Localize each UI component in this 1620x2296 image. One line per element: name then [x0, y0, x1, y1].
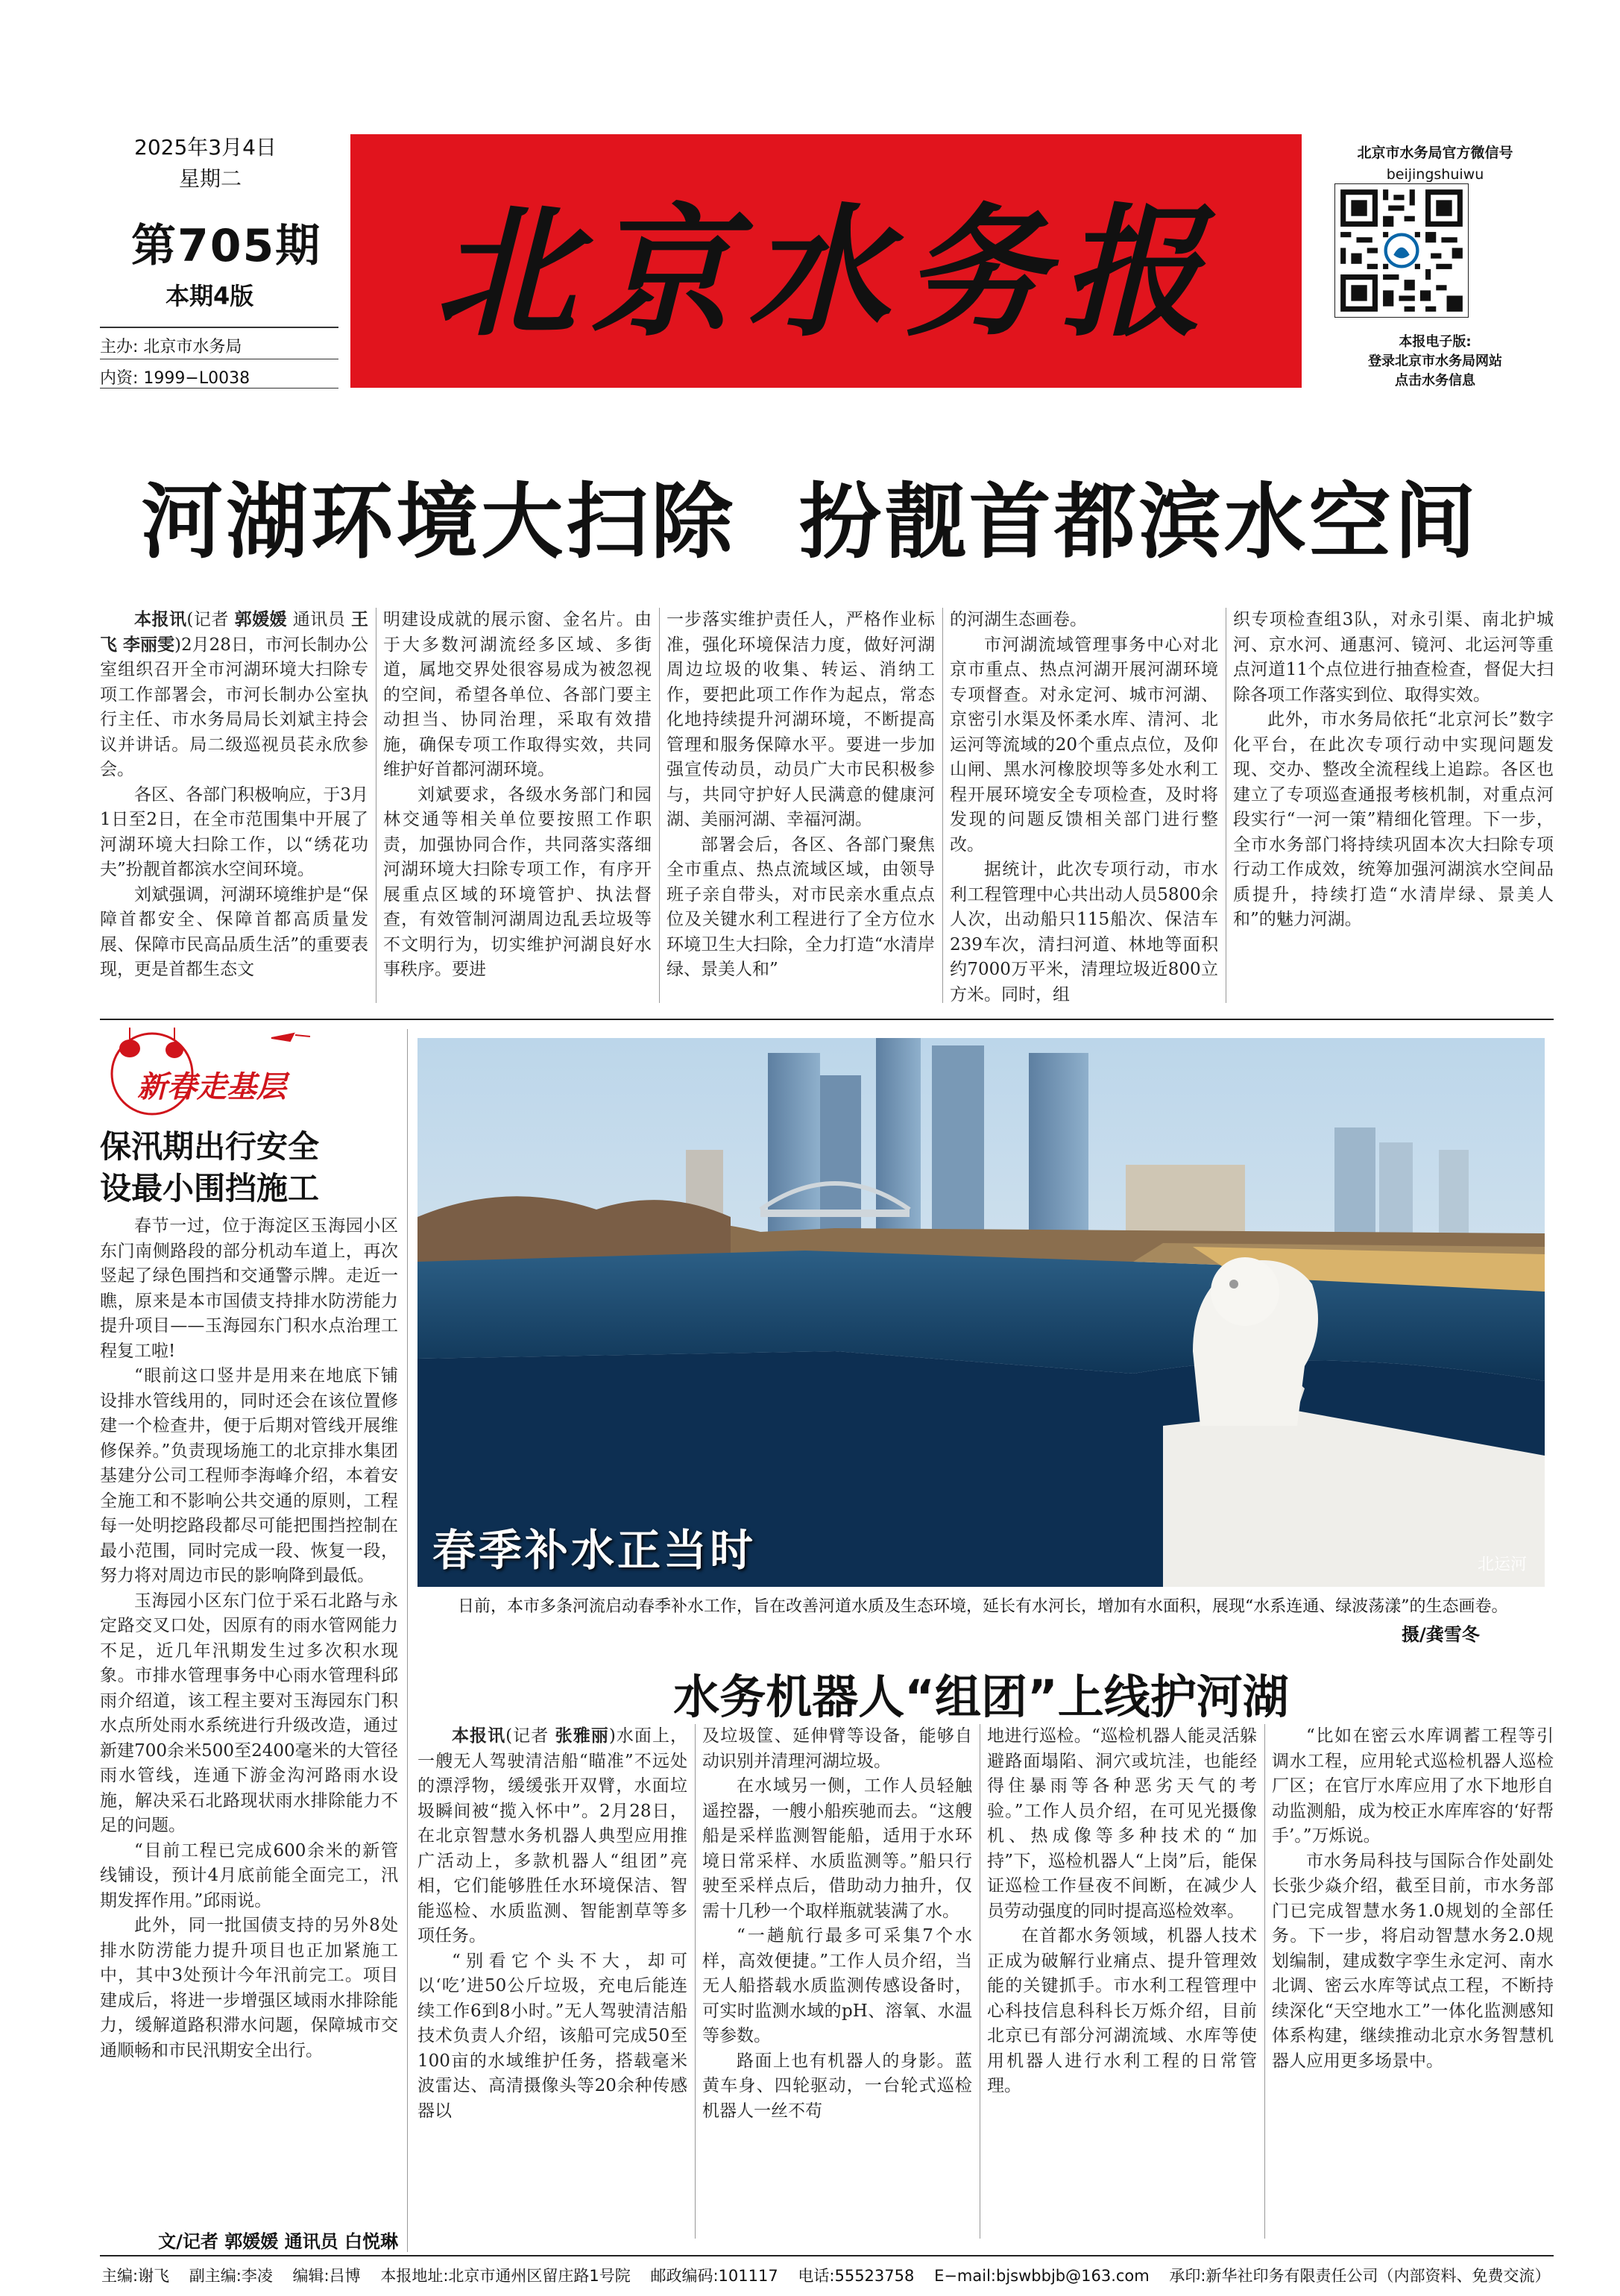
photo-credit: 摄/龚雪冬: [1402, 1624, 1480, 1645]
robot-column: [987, 1724, 1257, 2099]
text-run: )水面上，一艘无人驾驶清洁船“瞄准”不远处的漂浮物，缓缓张开双臂，水面垃圾瞬间被“揽入怀中”。2月28日，在北京智慧水务机器人典型应用推广活动上，多款机器人“组团”亮相，它们能够胜任水环境保洁、智能巡检、水质监测、智能割草等多项任务。: [417, 1726, 687, 1946]
grassroots-article: [100, 1214, 398, 2063]
robot-column: [417, 1724, 687, 2124]
grassroots-byline: 文/记者 郭媛媛 通讯员 白悦琳: [158, 2231, 398, 2252]
caption-text: 日前，本市多条河流启动春季补水工作，旨在改善河道水质及生态环境，延长有水河长，增加有水面积，展现“水系连通、绿波荡漾”的生态画卷。: [458, 1597, 1508, 1616]
robot-paragraph: [702, 1724, 972, 1774]
text-run: )2月28日，市河长制办公室组织召开全市河湖环境大扫除专项工作部署会，市河长制办公室执行主任、市水务局局长刘斌主持会议并讲话。局二级巡视员苌永欣参会。: [100, 635, 368, 779]
text-run: 部署会后，各区、各部门聚焦全市重点、热点流域区域，由领导班子亲自带头，对市民亲水重点点位及关键水利工程进行了全方位水环境卫生大扫除，全力打造“水清岸绿、景美人和”: [666, 834, 935, 979]
bold-run: 张雅丽: [555, 1726, 609, 1746]
text-run: 据统计，此次专项行动，市水利工程管理中心共出动人员5800余人次，出动船只115船次、保洁车239车次，清扫河道、林地等面积约7000万平米，清理垃圾近800立方米。同时，组: [950, 860, 1218, 1004]
spring-replenish-photo: [417, 1038, 1545, 1587]
robot-paragraph: [1272, 1724, 1554, 1849]
page-count: 本期4版: [166, 282, 254, 310]
lead-paragraph: [100, 883, 368, 983]
text-run: 刘斌要求，各级水务部门和园林交通等相关单位要按照工作职责，加强协同合作，共同落实落细河湖环境大扫除专项工作，有序开展重点区域的环境管护、执法督查，有效管制河湖周边乱丢垃圾等不文明行为，切实维护河湖良好水事秩序。要进: [383, 784, 652, 979]
text-run: 路面上也有机器人的身影。蓝黄车身、四轮驱动，一台轮式巡检机器人一丝不苟: [702, 2051, 972, 2121]
bold-run: 本报讯: [452, 1726, 506, 1746]
bold-run: 郭媛媛: [234, 610, 288, 629]
weekday: 星期二: [179, 166, 242, 191]
epaper-line: 登录北京市水务局网站: [1368, 353, 1502, 369]
text-run: 市水务局科技与国际合作处副处长张少焱介绍，截至目前，市水务部门已完成智慧水务1.0规划的全部任务。下一步，将启动智慧水务2.0规划编制，建成数字孪生永定河、南水北调、密云水库等试点工程，不断持续深化“天空地水工”一体化监测感知体系构建，继续推动北京水务智慧机器人应用更多场景中。: [1272, 1851, 1554, 2071]
license-number: 内资: 1999−L0038: [100, 369, 250, 388]
text-run: “比如在密云水库调蓄工程等引调水工程，应用轮式巡检机器人巡检厂区；在官厅水库应用了水下地形自动监测船，成为校正水库库容的‘好帮手’。”万烁说。: [1272, 1726, 1554, 1846]
column-rule: [942, 608, 943, 1003]
lead-paragraph: [666, 833, 935, 983]
masthead: [350, 134, 1302, 388]
lead-paragraph: [1233, 708, 1554, 933]
text-run: 一步落实维护责任人，严格作业标准，强化环境保洁力度，做好河湖周边垃圾的收集、转运、消纳工作，要把此项工作作为起点，常态化地持续提升河湖环境，不断提高管理和服务保障水平。要进一步加强宣传动员，动员广大市民积极参与，共同守护好人民满意的健康河湖、美丽河湖、幸福河湖。: [666, 610, 935, 829]
lead-paragraph: [1233, 608, 1554, 708]
section-divider: [100, 1019, 1554, 1020]
title-line: 设最小围挡施工: [100, 1170, 320, 1207]
robot-paragraph: [417, 1724, 687, 1949]
robot-column: [702, 1724, 972, 2124]
bold-run: 本报讯: [134, 610, 187, 629]
photo-location-tag: 北运河: [1477, 1556, 1527, 1574]
column-rule: [695, 1724, 696, 2239]
text-run: 在首都水务领域，机器人技术正成为破解行业痛点、提升管理效能的关键抓手。市水利工程管理中心科技信息科科长万烁介绍，目前北京已有部分河湖流域、水库等使用机器人进行水利工程的日常管理。: [987, 1926, 1257, 2095]
text-run: 此外，市水务局依托“北京河长”数字化平台，在此次专项行动中实现问题发现、交办、整改全流程线上追踪。各区也建立了专项巡查通报考核机制，对重点河段实行“一河一策”精细化管理。下一步，全市水务部门将持续巩固本次大扫除专项行动工作成效，统筹加强河湖滨水空间品质提升，持续打造“水清岸绿、景美人和”的魅力河湖。: [1233, 710, 1554, 929]
masthead-title: 北京水务报: [434, 189, 1217, 356]
grassroots-paragraph: “目前工程已完成600余米的新管线铺设，预计4月底前能全面完工，汛期发挥作用。”邱雨说。: [100, 1840, 398, 1910]
river-scene-image: [417, 1038, 1545, 1587]
lead-paragraph: [950, 633, 1218, 858]
lead-paragraph: [383, 608, 652, 783]
text-run: (记者: [186, 610, 235, 629]
grassroots-paragraph: 此外，同一批国债支持的另外8处排水防涝能力提升项目也正加紧施工中，其中3处预计今年汛前完工。项目建成后，将进一步增强区域雨水排除能力，缓解道路积滞水问题，保障城市交通顺畅和市民汛期安全出行。: [100, 1916, 398, 2060]
text-run: 市河湖流域管理事务中心对北京市重点、热点河湖开展河湖环境专项督查。对永定河、城市河湖、京密引水渠及怀柔水库、清河、北运河等流域的20个重点点位，及仰山闸、黑水河橡胶坝等多处水利工程开展环境安全专项检查，及时将发现的问题反馈相关部门进行整改。: [950, 635, 1218, 855]
lead-column: [666, 608, 935, 983]
badge-label: 新春走基层: [137, 1069, 286, 1104]
grassroots-title: [100, 1126, 319, 1210]
lead-paragraph: [100, 783, 368, 883]
column-rule: [407, 1029, 408, 2252]
robot-paragraph: [702, 1924, 972, 2049]
text-run: “一趟航行最多可采集7个水样，高效便捷。”工作人员介绍，当无人船搭载水质监测传感设备时，可实时监测水域的pH、溶氧、水温等参数。: [702, 1926, 972, 2045]
robot-column: [1272, 1724, 1554, 2074]
lead-column: [100, 608, 368, 983]
footer-rule: [100, 2255, 1554, 2256]
robot-headline: 水务机器人“组团”上线护河湖: [673, 1670, 1289, 1724]
bold-run: 王飞 李丽雯: [100, 610, 368, 655]
robot-paragraph: [702, 2049, 972, 2124]
column-rule: [1264, 1724, 1265, 2239]
grassroots-badge: [100, 1023, 398, 1120]
text-run: 地进行巡检。“巡检机器人能灵活躲避路面塌陷、洞穴或坑洼，也能经得住暴雨等各种恶劣天气的考验。”工作人员介绍，在可见光摄像机、热成像等多种技术的“加持”下，巡检机器人“上岗”后，能保证巡检工作昼夜不间断，在减少人员劳动强度的同时提高巡检效率。: [987, 1726, 1257, 1921]
lead-paragraph: [100, 608, 368, 783]
text-run: 的河湖生态画卷。: [950, 610, 1087, 629]
lead-paragraph: [950, 858, 1218, 1007]
grassroots-paragraph: 春节一过，位于海淀区玉海园小区东门南侧路段的部分机动车道上，再次竖起了绿色围挡和交通警示牌。走近一瞧，原来是本市国债支持排水防涝能力提升项目——玉海园东门积水点治理工程复工啦!: [100, 1216, 398, 1361]
column-rule: [659, 608, 660, 1003]
issue-number: 第705期: [131, 220, 322, 272]
text-run: 织专项检查组3队，对永引渠、南北护城河、京水河、通惠河、镜河、北运河等重点河道11个点位进行抽查检查，督促大扫除各项工作落实到位、取得实效。: [1233, 610, 1554, 705]
title-line: 保汛期出行安全: [100, 1128, 320, 1165]
qr-code-icon[interactable]: [1334, 183, 1469, 318]
badge-text: [137, 1063, 286, 1106]
robot-paragraph: [1272, 1849, 1554, 2075]
robot-paragraph: [417, 1949, 687, 2124]
host-org: 主办: 北京市水务局: [100, 338, 242, 356]
text-run: (记者: [505, 1726, 555, 1746]
robot-paragraph: [987, 1724, 1257, 1924]
text-run: 明建设成就的展示窗、金名片。由于大多数河湖流经多区域、多街道，属地交界处很容易成为被忽视的空间，希望各单位、各部门要主动担当、协同治理，采取有效措施，确保专项工作取得实效，共同维护好首都河湖环境。: [383, 610, 652, 779]
robot-paragraph: [702, 1774, 972, 1924]
text-run: 在水域另一侧，工作人员轻触遥控器，一艘小船疾驰而去。“这艘船是采样监测智能船，适用于水环境日常采样、水质监测等。”船只行驶至采样点后，借助动力抽升，仅需十几秒一个取样瓶就装满了水。: [702, 1776, 972, 1921]
divider: [100, 327, 338, 328]
epaper-info: [1297, 333, 1573, 391]
lead-paragraph: [950, 608, 1218, 633]
photo-caption: [458, 1594, 1536, 1620]
text-run: 刘斌强调，河湖环境维护是“保障首都安全、保障首都高质量发展、保障市民高品质生活”的重要表现，更是首都生态文: [100, 884, 368, 979]
lead-column: [1233, 608, 1554, 933]
lead-column: [383, 608, 652, 983]
epaper-line: 本报电子版:: [1399, 334, 1472, 350]
robot-paragraph: [987, 1924, 1257, 2099]
wechat-id: beijingshuiwu: [1386, 166, 1484, 183]
grassroots-paragraph: “眼前这口竖井是用来在地底下铺设排水管线用的，同时还会在该位置修建一个检查井，便于后期对管线开展维修保养。”负责现场施工的北京排水集团基建分公司工程师李海峰介绍，本着安全施工和不影响公共交通的原则，工程每一处明挖路段都尽可能把围挡控制在最小范围，同时完成一段、恢复一段，努力将对周边市民的影响降到最低。: [100, 1366, 398, 1585]
lead-paragraph: [666, 608, 935, 833]
text-run: 各区、各部门积极响应，于3月1日至2日，在全市范围集中开展了河湖环境大扫除工作，以“绣花功夫”扮靓首都滨水空间环境。: [100, 784, 368, 879]
wechat-title: 北京市水务局官方微信号: [1357, 145, 1513, 161]
text-run: 及垃圾筐、延伸臂等设备，能够自动识别并清理河湖垃圾。: [702, 1726, 972, 1771]
lead-headline: 河湖环境大扫除 扮靓首都滨水空间: [141, 474, 1479, 570]
divider: [100, 388, 338, 389]
wechat-info: [1312, 142, 1558, 183]
grassroots-paragraph: 玉海园小区东门位于采石北路与永定路交叉口处，因原有的雨水管网能力不足，近几年汛期发生过多次积水现象。市排水管理事务中心雨水管理科邱雨介绍道，该工程主要对玉海园东门积水点所处雨水系统进行升级改造，通过新建700余米500至2400毫米的大管径雨水管线，连通下游金沟河路雨水设施，解决采石北路现状雨水排除能力不足的问题。: [100, 1591, 398, 1835]
lead-column: [950, 608, 1218, 1007]
lead-paragraph: [383, 783, 652, 983]
photo-overlay-title: 春季补水正当时: [432, 1525, 757, 1576]
epaper-line: 点击水务信息: [1395, 373, 1475, 389]
footer-info: 主编:谢飞 副主编:李凌 编辑:吕博 本报地址:北京市通州区留庄路1号院 邮政编码:101117 电话:55523758 E−mail:bjswbbjb@163.com 承印:新华社印务有限责任公司（内部资料、免费交流）: [101, 2267, 1551, 2285]
issue-date: 2025年3月4日: [134, 135, 277, 160]
text-run: 通讯员: [287, 610, 351, 629]
text-run: “别看它个头不大，却可以‘吃’进50公斤垃圾，充电后能连续工作6到8小时。”无人驾驶清洁船技术负责人介绍，该船可完成50至100亩的水域维护任务，搭载毫米波雷达、高清摄像头等20余种传感器以: [417, 1951, 687, 2121]
